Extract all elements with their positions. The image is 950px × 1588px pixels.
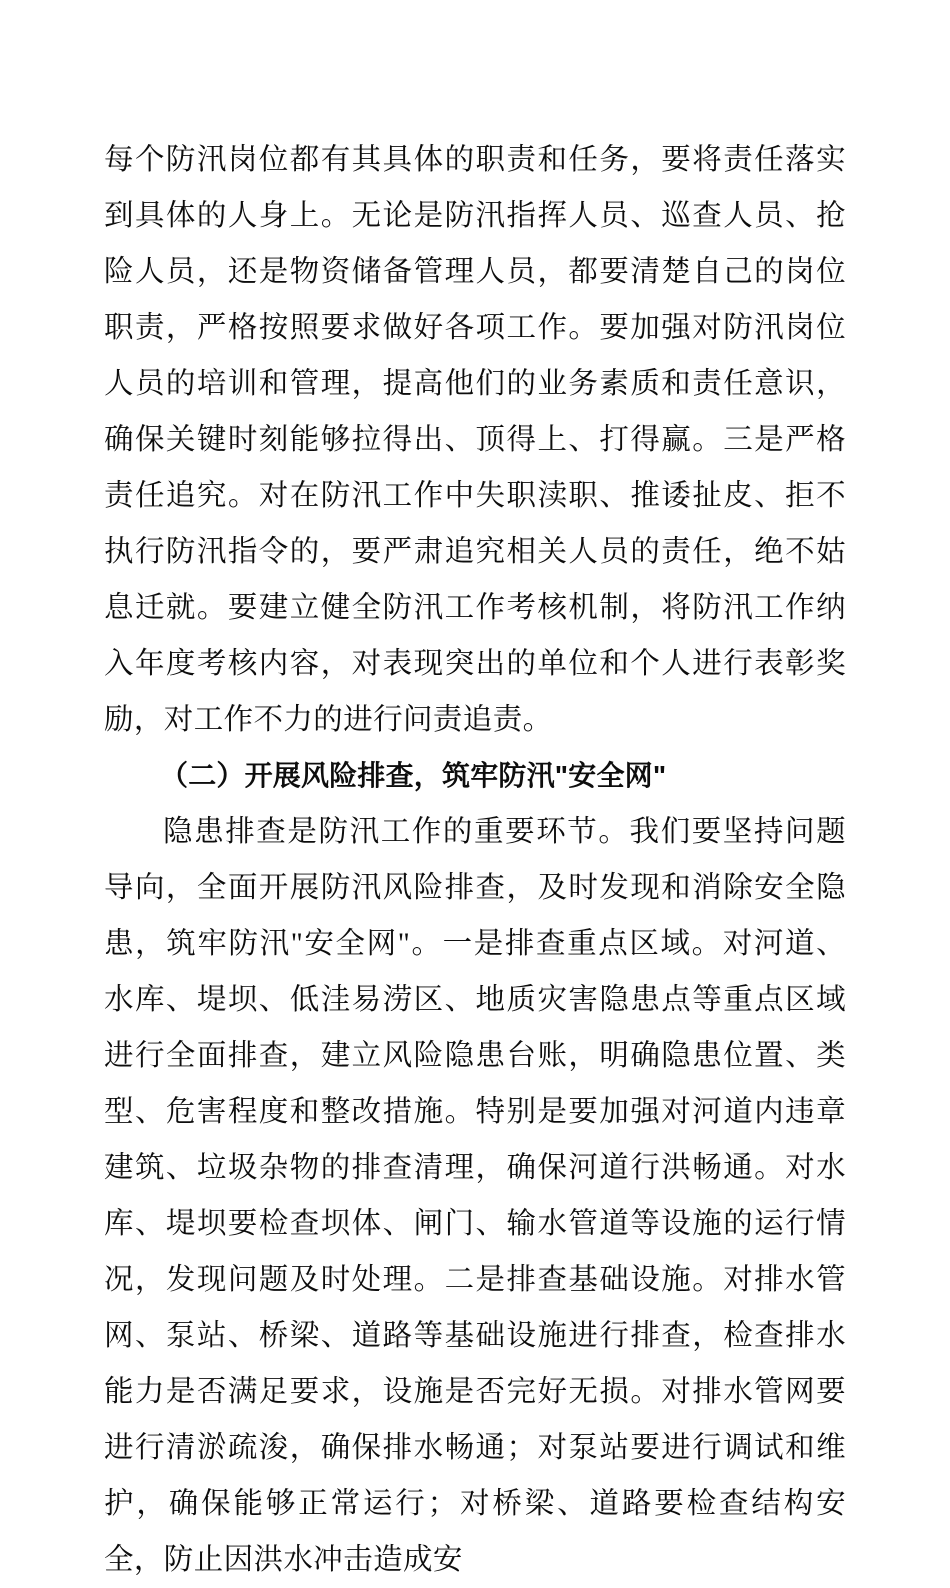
section-heading-2: （二）开展风险排查，筑牢防汛"安全网" (160, 760, 667, 791)
document-body (104, 132, 846, 1588)
paragraph-1: 每个防汛岗位都有其具体的职责和任务，要将责任落实到具体的人身上。无论是防汛指挥人员、巡查人员、抢险人员，还是物资储备管理人员，都要清楚自己的岗位职责，严格按照要求做好各项工作。要加强对防汛岗位人员的培训和管理，提高他们的业务素质和责任意识，确保关键时刻能够拉得出、顶得上、打得赢。三是严格责任追究。对在防汛工作中失职渎职、推诿扯皮、拒不执行防汛指令的，要严肃追究相关人员的责任，绝不姑息迁就。要建立健全防汛工作考核机制，将防汛工作纳入年度考核内容，对表现突出的单位和个人进行表彰奖励，对工作不力的进行问责追责。 (104, 144, 846, 736)
paragraph-2: 隐患排查是防汛工作的重要环节。我们要坚持问题导向，全面开展防汛风险排查，及时发现和消除安全隐患，筑牢防汛"安全网"。一是排查重点区域。对河道、水库、堤坝、低洼易涝区、地质灾害隐患点等重点区域进行全面排查，建立风险隐患台账，明确隐患位置、类型、危害程度和整改措施。特别是要加强对河道内违章建筑、垃圾杂物的排查清理，确保河道行洪畅通。对水库、堤坝要检查坝体、闸门、输水管道等设施的运行情况，发现问题及时处理。二是排查基础设施。对排水管网、泵站、桥梁、道路等基础设施进行排查，检查排水能力是否满足要求，设施是否完好无损。对排水管网要进行清淤疏浚，确保排水畅通；对泵站要进行调试和维护，确保能够正常运行；对桥梁、道路要检查结构安全，防止因洪水冲击造成安 (104, 816, 846, 1576)
